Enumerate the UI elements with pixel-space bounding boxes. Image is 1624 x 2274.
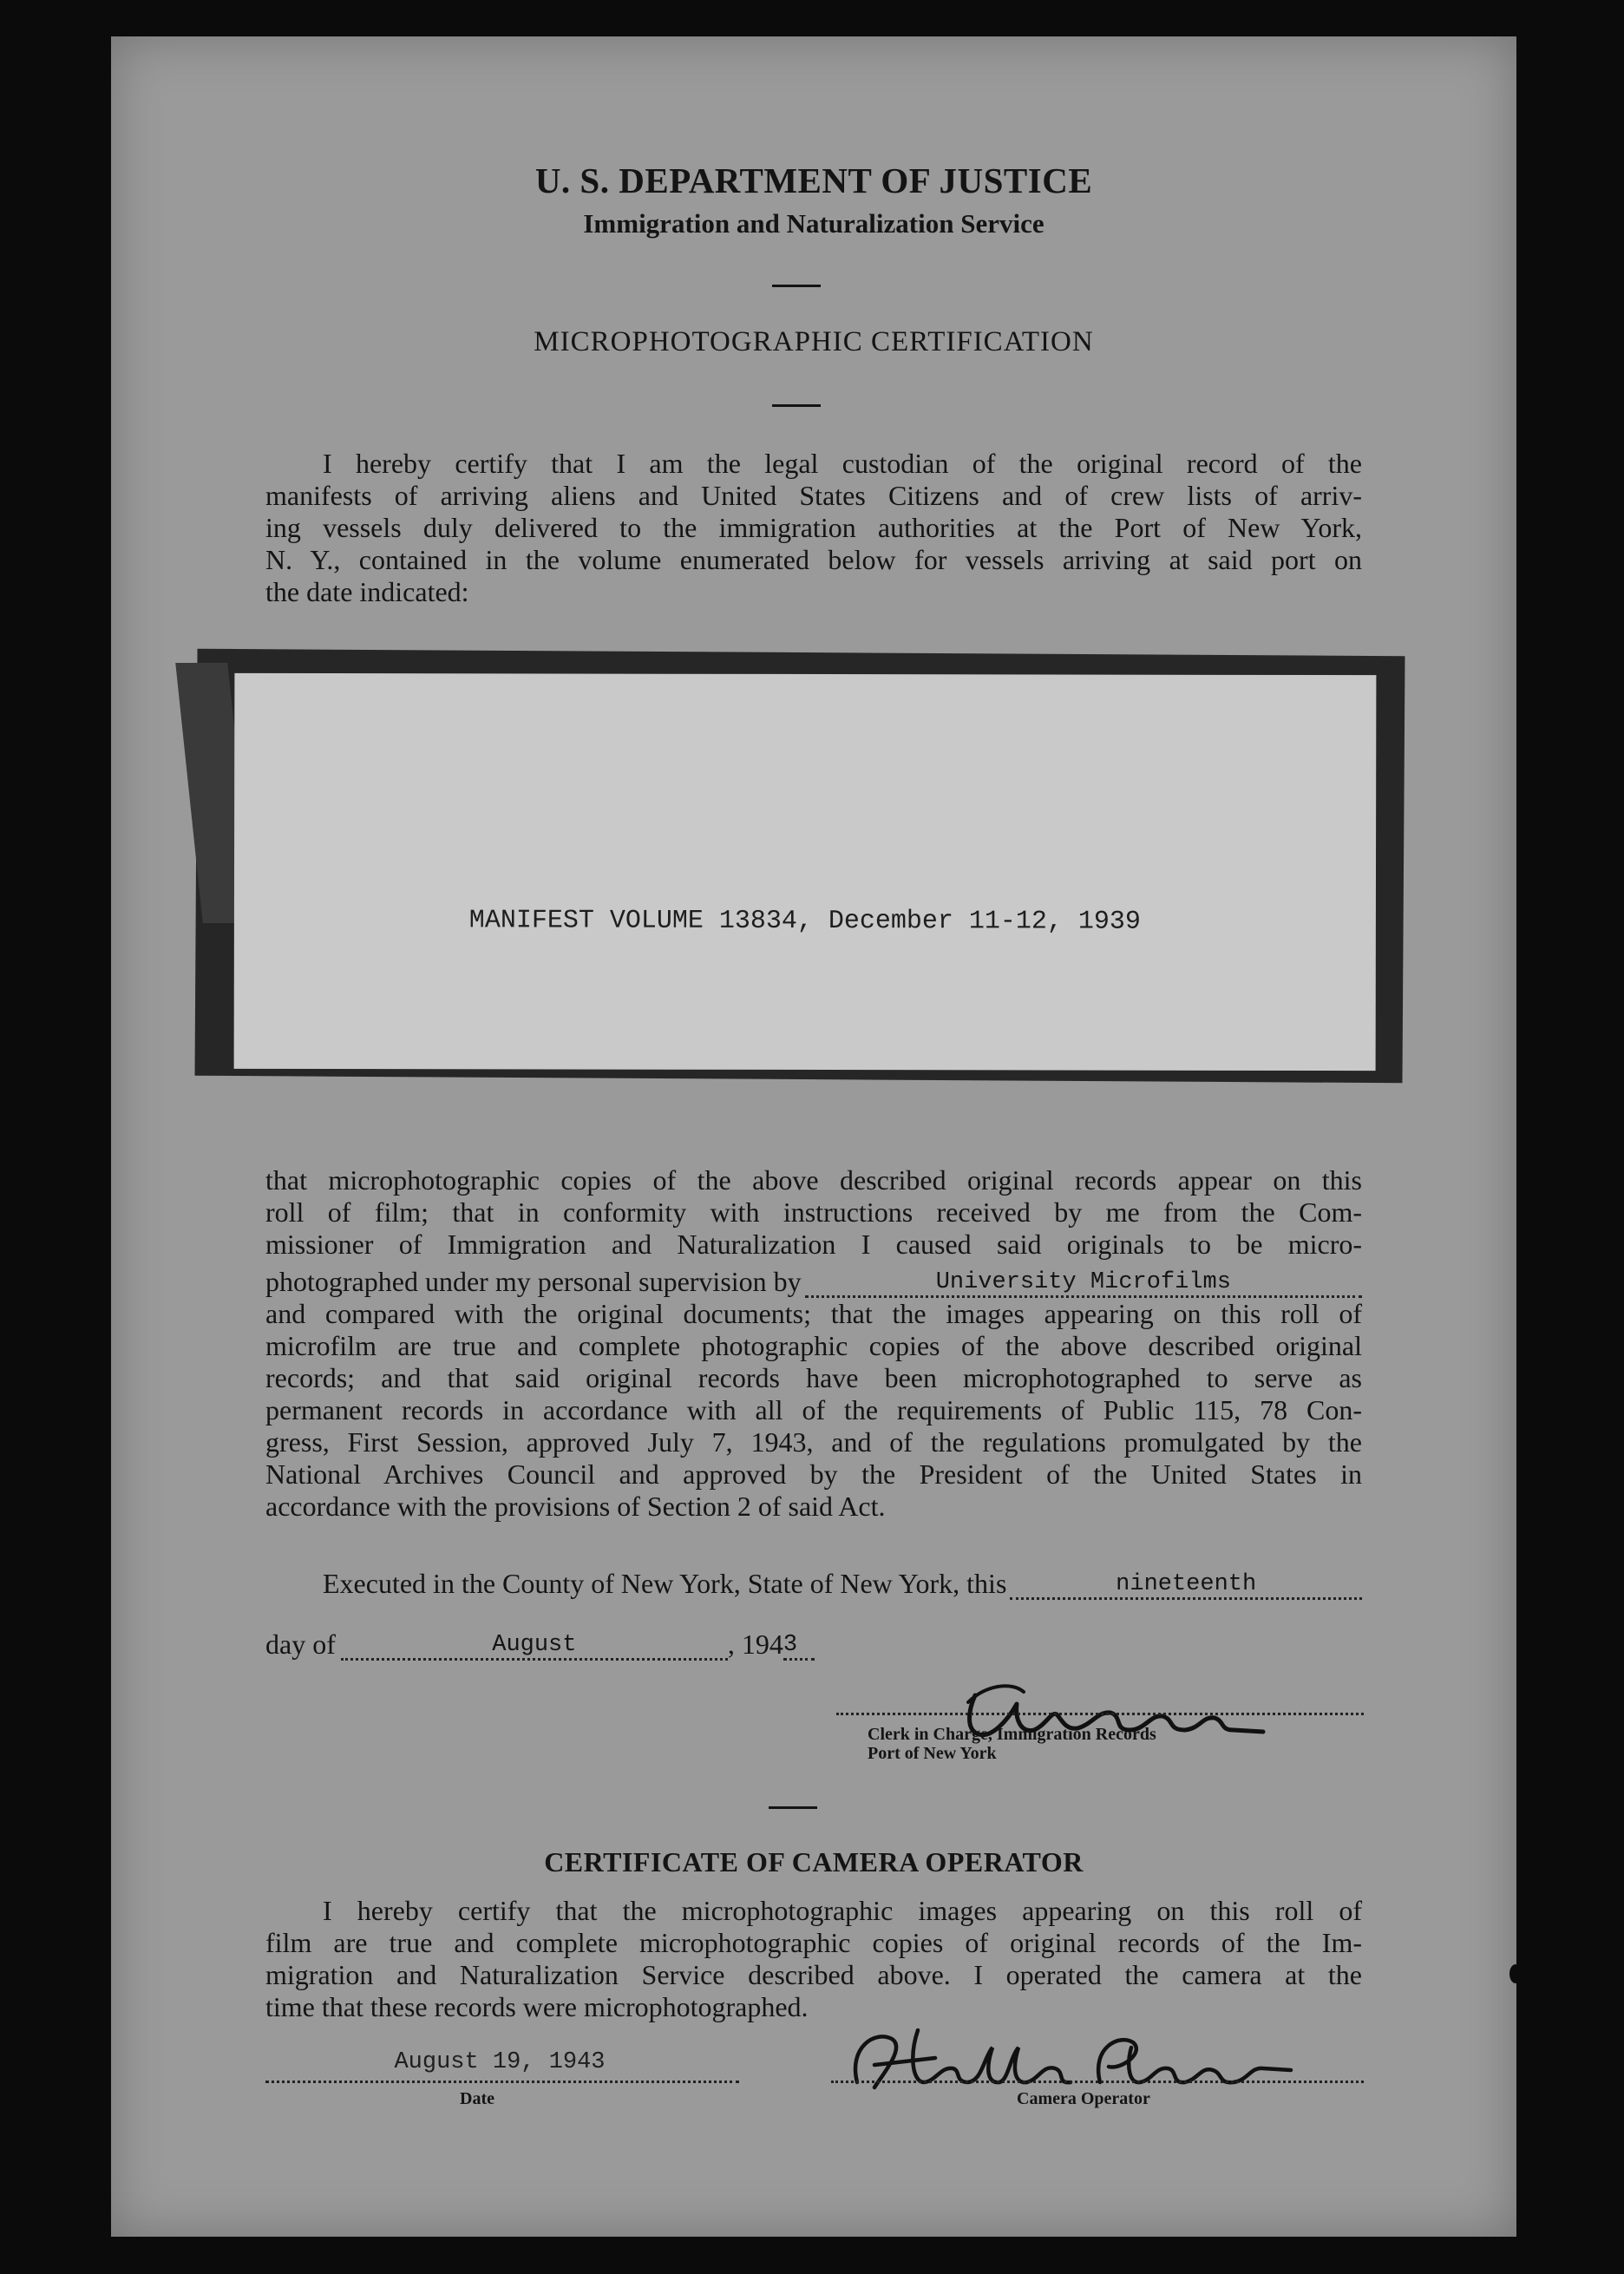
month-value: August xyxy=(492,1632,577,1658)
date-value: August 19, 1943 xyxy=(394,2049,606,2075)
text-line: missioner of Immigration and Naturalization I caused said originals to be micro- xyxy=(265,1229,1362,1260)
text-line: National Archives Council and approved by the President of the United States in xyxy=(265,1458,1362,1490)
text-line: permanent records in accordance with all of the requirements of Public 115, 78 Con- xyxy=(265,1394,1362,1425)
text-line: film are true and complete microphotographic copies of original records of the Im- xyxy=(265,1927,1362,1958)
text-line: manifests of arriving aliens and United States Citizens and of crew lists of arriv- xyxy=(265,480,1362,511)
camera-paragraph xyxy=(265,1895,1362,2023)
clerk-signature-line xyxy=(836,1713,1364,1715)
supervision-line xyxy=(265,1265,1362,1298)
day-field xyxy=(1010,1567,1362,1600)
year-suffix: 3 xyxy=(783,1632,798,1658)
certificate-sheet xyxy=(111,36,1516,2237)
text-line: migration and Naturalization Service described above. I operated the camera at the xyxy=(265,1959,1362,1990)
text-line: gress, First Session, approved July 7, 1943, and of the regulations promulgated by the xyxy=(265,1426,1362,1458)
manifest-volume-text: MANIFEST VOLUME 13834, December 11-12, 1939 xyxy=(468,906,1141,937)
text-line: that microphotographic copies of the above described original records appear on this xyxy=(265,1164,1362,1196)
manifest-label-card xyxy=(234,673,1377,1071)
execution-line xyxy=(265,1567,1362,1600)
text-line: microfilm are true and complete photographic copies of the above described original xyxy=(265,1330,1362,1361)
operator-signature xyxy=(822,2013,1308,2100)
text-line: I hereby certify that the microphotographic images appearing on this roll of xyxy=(323,1895,1362,1926)
service-subheading: Immigration and Naturalization Service xyxy=(583,208,1044,239)
text-line: and compared with the original documents; that the images appearing on this roll of xyxy=(265,1298,1362,1329)
intro-paragraph xyxy=(265,448,1362,608)
text-line: accordance with the provisions of Section 2 of said Act. xyxy=(265,1491,886,1522)
month-field xyxy=(341,1628,728,1661)
date-line xyxy=(265,2081,739,2083)
day-of-label: day of xyxy=(265,1628,336,1660)
supervision-value: University Microfilms xyxy=(935,1269,1231,1295)
date-field xyxy=(265,2049,734,2075)
divider xyxy=(769,1806,817,1809)
text-line: ing vessels duly delivered to the immigration authorities at the Port of New York, xyxy=(265,512,1362,543)
page-title: MICROPHOTOGRAPHIC CERTIFICATION xyxy=(534,326,1094,357)
year-field xyxy=(783,1628,815,1661)
text-line: time that these records were microphotographed. xyxy=(265,1991,809,2022)
text-line: N. Y., contained in the volume enumerated below for vessels arriving at said port on xyxy=(265,544,1362,575)
operator-label: Camera Operator xyxy=(1017,2089,1150,2108)
clerk-title: Clerk in Charge, Immigration Records xyxy=(868,1725,1156,1744)
department-heading: U. S. DEPARTMENT OF JUSTICE xyxy=(534,161,1093,200)
month-line xyxy=(265,1628,873,1661)
divider xyxy=(772,285,821,287)
day-value: nineteenth xyxy=(1116,1571,1257,1597)
body-paragraph xyxy=(265,1164,1362,1523)
operator-signature-line xyxy=(831,2081,1364,2083)
supervision-field xyxy=(805,1265,1362,1298)
text-line: records; and that said original records have been microphotographed to serve as xyxy=(265,1362,1362,1393)
text-line: roll of film; that in conformity with instructions received by me from the Com- xyxy=(265,1196,1362,1228)
text-line: I hereby certify that I am the legal custodian of the original record of the xyxy=(323,448,1362,479)
camera-certificate-heading: CERTIFICATE OF CAMERA OPERATOR xyxy=(544,1846,1084,1878)
text-line: the date indicated: xyxy=(265,576,469,607)
year-prefix: , 194 xyxy=(727,1628,783,1660)
date-label: Date xyxy=(460,2089,494,2108)
divider xyxy=(772,404,821,407)
supervision-prefix: photographed under my personal supervision by xyxy=(265,1266,802,1297)
execution-prefix: Executed in the County of New York, State of New York, this xyxy=(323,1568,1007,1599)
edge-mark xyxy=(1509,1964,1522,1983)
clerk-port: Port of New York xyxy=(868,1744,997,1763)
